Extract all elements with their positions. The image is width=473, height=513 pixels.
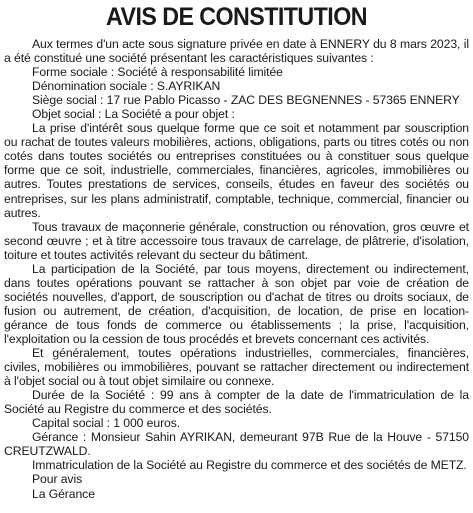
paragraph-purpose-equity: La prise d'intérêt sous quelque forme que ce soit et notamment par souscription ou rachat de toutes valeurs mobilières, actions, obligations, parts ou titres cotés ou non cotés dans toutes sociétés ou entreprises constituées ou à constituer sous quelque forme que ce soit, industrielle, commerciales, financières, agricoles, immobilières ou autres. Toutes prestations de services, conseils, études en faveur des sociétés ou entreprises, sur les plans administratif, comptable, technique, commercial, financier ou autres. <box>4 121 469 220</box>
paragraph-purpose-construction: Tous travaux de maçonnerie générale, construction ou rénovation, gros œuvre et second œuvre ; et à titre accessoire tous travaux de carrelage, de plâtrerie, d'isolation, toiture et toutes activités relevant du secteur du bâtiment. <box>4 219 469 262</box>
paragraph-legal-form: Forme sociale : Société à responsabilité limitée <box>32 65 283 80</box>
paragraph-management: Gérance : Monsieur Sahin AYRIKAN, demeurant 97B Rue de la Houve - 57150 CREUTZWALD. <box>4 430 469 459</box>
paragraph-purpose-general: Et généralement, toutes opérations industrielles, commerciales, financières, civiles, mobilières ou immobilières, pouvant se rattacher directement ou indirectement à l'objet social ou à tout objet similaire ou connexe. <box>4 346 469 389</box>
paragraph-pour-avis: Pour avis <box>32 472 83 487</box>
paragraph-signature: La Gérance <box>32 486 95 501</box>
paragraph-purpose-participation: La participation de la Société, par tous moyens, directement ou indirectement, dans toutes opérations pouvant se rattacher à son objet par voie de création de sociétés nouvelles, d'apport, de souscription ou d'achat de titres ou droits sociaux, de fusion ou autrement, de création, d'acquisition, de location, de prise en location-gérance de tous fonds de commerce ou établissements ; la prise, l'acquisition, l'exploitation ou la cession de tous procédés et brevets concernant ces activités. <box>4 261 469 346</box>
paragraph-corporate-purpose-heading: Objet social : La Société a pour objet : <box>32 107 235 122</box>
paragraph-registered-office: Siège social : 17 rue Pablo Picasso - ZAC DES BEGNENNES - 57365 ENNERY <box>32 93 460 108</box>
notice-title: AVIS DE CONSTITUTION <box>106 3 367 31</box>
paragraph-registration: Immatriculation de la Société au Registre du commerce et des sociétés de METZ. <box>32 458 467 473</box>
paragraph-intro: Aux termes d'un acte sous signature privée en date à ENNERY du 8 mars 2023, il a été constitué une société présentant les caractéristiques suivantes : <box>4 37 469 66</box>
paragraph-share-capital: Capital social : 1 000 euros. <box>32 416 181 431</box>
paragraph-company-name: Dénomination sociale : S.AYRIKAN <box>32 79 221 94</box>
paragraph-duration: Durée de la Société : 99 ans à compter de la date de l'immatriculation de la Société au Registre du commerce et des sociétés. <box>4 388 469 417</box>
notice-body <box>4 37 469 501</box>
